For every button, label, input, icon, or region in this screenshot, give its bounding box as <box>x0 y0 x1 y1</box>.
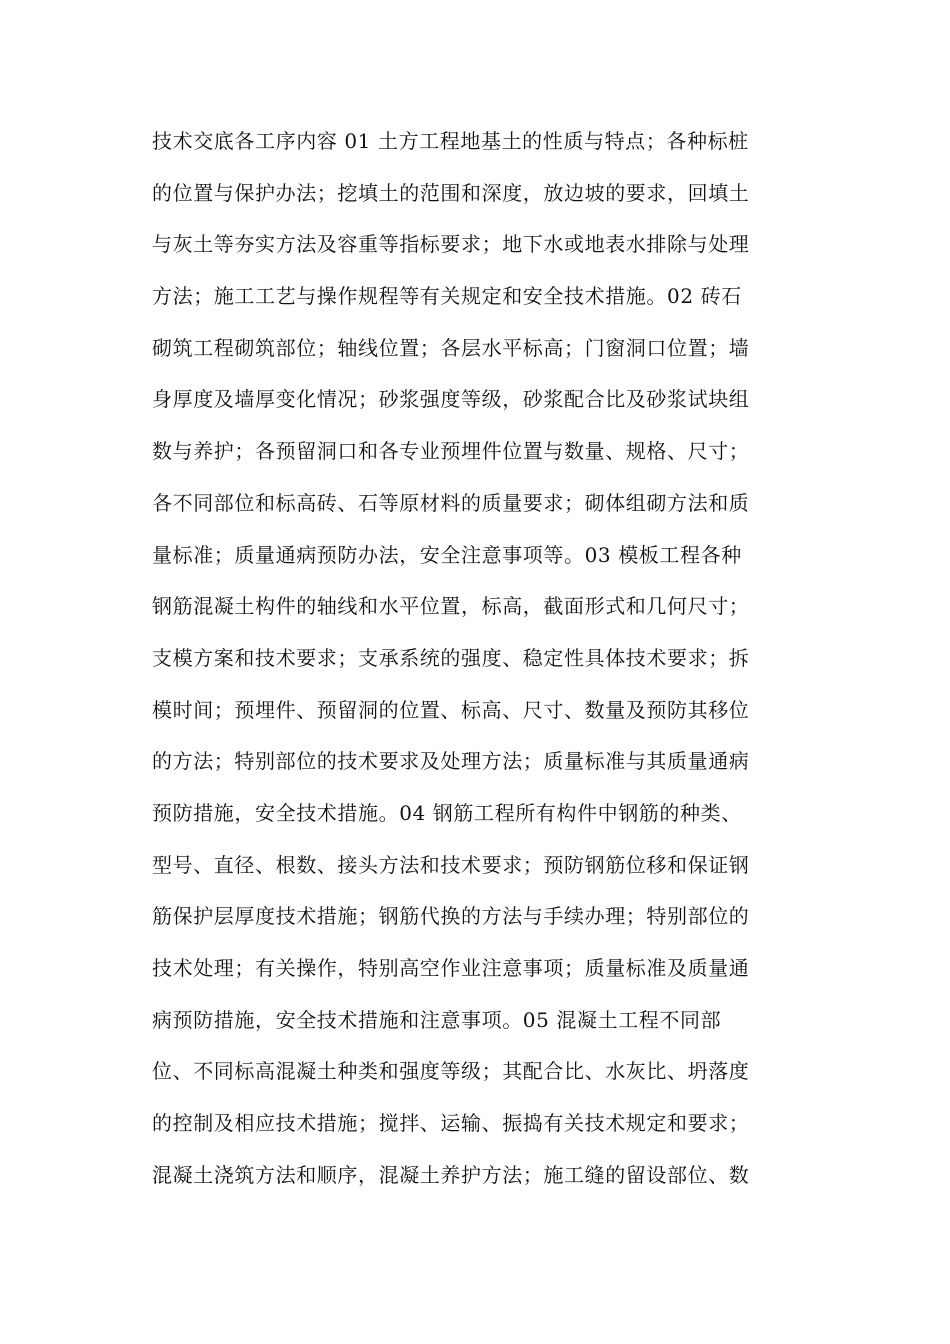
text-line: 混凝土浇筑方法和顺序，混凝土养护方法；施工缝的留设部位、数 <box>152 1162 750 1187</box>
text-line: 的控制及相应技术措施；搅拌、运输、振捣有关技术规定和要求； <box>152 1111 750 1136</box>
text-line: 身厚度及墙厚变化情况；砂浆强度等级，砂浆配合比及砂浆试块组 <box>152 387 750 412</box>
text-line: 预防措施，安全技术措施。04 钢筋工程所有构件中钢筋的种类、 <box>152 800 742 825</box>
text-line: 技术处理；有关操作，特别高空作业注意事项；质量标准及质量通 <box>152 956 750 980</box>
text-line: 的位置与保护办法；挖填土的范围和深度，放边坡的要求，回填土 <box>152 180 750 205</box>
text-line: 支模方案和技术要求；支承系统的强度、稳定性具体技术要求；拆 <box>152 645 750 670</box>
body-text <box>152 116 812 1201</box>
text-line: 筋保护层厚度技术措施；钢筋代换的方法与手续办理；特别部位的 <box>152 904 750 929</box>
text-line: 的方法；特别部位的技术要求及处理方法；质量标准与其质量通病 <box>152 749 750 774</box>
text-line: 方法；施工工艺与操作规程等有关规定和安全技术措施。02 砖石 <box>152 284 742 309</box>
text-line: 各不同部位和标高砖、石等原材料的质量要求；砌体组砌方法和质 <box>152 490 750 515</box>
text-line: 技术交底各工序内容 01 土方工程地基土的性质与特点；各种标桩 <box>152 129 749 153</box>
text-line: 型号、直径、根数、接头方法和技术要求；预防钢筋位移和保证钢 <box>152 852 750 877</box>
text-line: 位、不同标高混凝土种类和强度等级；其配合比、水灰比、坍落度 <box>152 1059 750 1084</box>
text-line: 数与养护；各预留洞口和各专业预埋件位置与数量、规格、尺寸； <box>152 439 750 464</box>
text-line: 量标准；质量通病预防办法，安全注意事项等。03 模板工程各种 <box>152 542 742 567</box>
text-line: 砌筑工程砌筑部位；轴线位置；各层水平标高；门窗洞口位置；墙 <box>152 335 750 360</box>
text-line: 模时间；预埋件、预留洞的位置、标高、尺寸、数量及预防其移位 <box>152 697 750 722</box>
text-line: 钢筋混凝土构件的轴线和水平位置，标高，截面形式和几何尺寸； <box>152 594 750 619</box>
text-line: 与灰土等夯实方法及容重等指标要求；地下水或地表水排除与处理 <box>152 232 750 257</box>
text-line: 病预防措施，安全技术措施和注意事项。05 混凝土工程不同部 <box>152 1007 722 1032</box>
